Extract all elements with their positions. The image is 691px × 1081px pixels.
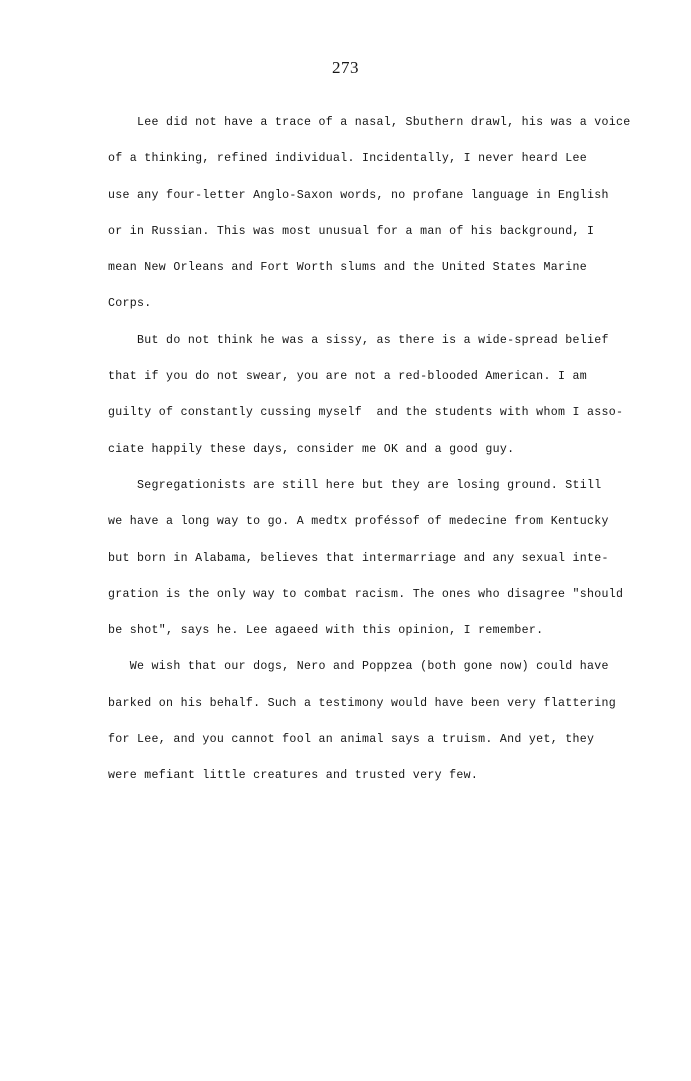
text-line: be shot", says he. Lee agaeed with this opinion, I remember. (108, 624, 544, 638)
page-number: 273 (332, 58, 359, 77)
text-line: that if you do not swear, you are not a red-blooded American. I am (108, 370, 587, 384)
text-line: guilty of constantly cussing myself and the students with whom I asso- (108, 406, 624, 420)
text-line: or in Russian. This was most unusual for a man of his background, I (108, 224, 595, 238)
text-line: We wish that our dogs, Nero and Poppzea (both gone now) could have (108, 660, 609, 674)
paragraph-2 (108, 331, 648, 476)
text-line: barked on his behalf. Such a testimony would have been very flattering (108, 696, 617, 710)
text-line: Corps. (108, 297, 152, 311)
text-line: But do not think he was a sissy, as there is a wide-spread belief (108, 333, 609, 347)
paragraph-1 (108, 113, 648, 331)
text-line: of a thinking, refined individual. Incidentally, I never heard Lee (108, 152, 587, 166)
text-line: but born in Alabama, believes that intermarriage and any sexual inte- (108, 551, 609, 565)
body-text (108, 113, 648, 803)
text-line: were mefiant little creatures and trusted very few. (108, 769, 479, 783)
paragraph-4 (108, 657, 648, 802)
text-line: gration is the only way to combat racism. The ones who disagree "should (108, 587, 624, 601)
text-line: we have a long way to go. A medtx proféssof of medecine from Kentucky (108, 515, 609, 529)
text-line: mean New Orleans and Fort Worth slums and the United States Marine (108, 261, 587, 275)
text-line: use any four-letter Anglo-Saxon words, no profane language in English (108, 188, 609, 202)
text-line: ciate happily these days, consider me OK and a good guy. (108, 442, 515, 456)
text-line: Segregationists are still here but they are losing ground. Still (108, 478, 602, 492)
text-line: for Lee, and you cannot fool an animal says a truism. And yet, they (108, 733, 595, 747)
text-line: Lee did not have a trace of a nasal, Sbuthern drawl, his was a voice (108, 116, 631, 129)
paragraph-3 (108, 476, 648, 657)
